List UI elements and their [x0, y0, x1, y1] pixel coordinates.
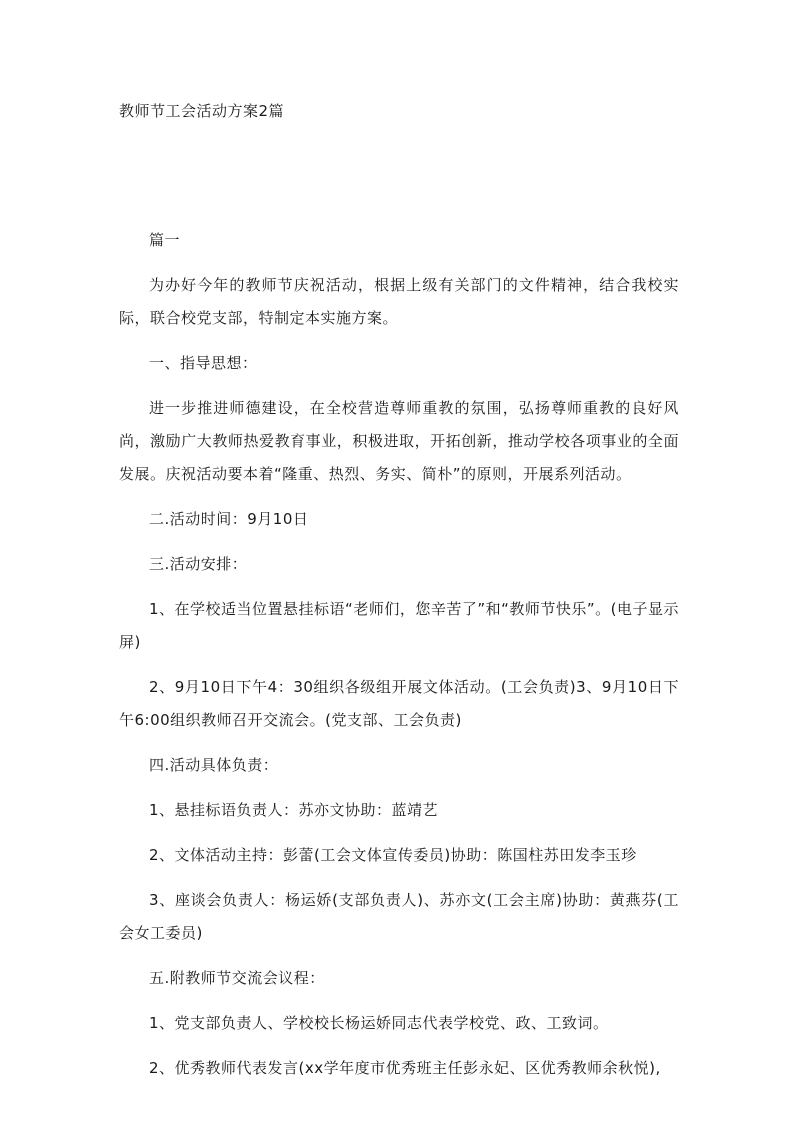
list-item: 3、座谈会负责人：杨运娇(支部负责人)、苏亦文(工会主席)协助：黄燕芬(工会女工委员): [119, 891, 679, 942]
list-item: 1、党支部负责人、学校校长杨运娇同志代表学校党、政、工致词。: [149, 1014, 609, 1032]
section-heading: 篇一: [149, 231, 181, 249]
section-heading: 二.活动时间：9月10日: [149, 510, 309, 528]
paragraph-intro: 为办好今年的教师节庆祝活动，根据上级有关部门的文件精神，结合我校实际，联合校党支部，特制定本实施方案。: [119, 276, 679, 327]
section-heading: 一、指导思想：: [149, 354, 258, 372]
list-item: 2、9月10日下午4：30组织各级组开展文体活动。(工会负责)3、9月10日下午6:00组织教师召开交流会。(党支部、工会负责): [119, 678, 679, 729]
section-heading: 五.附教师节交流会议程：: [149, 969, 325, 987]
paragraph-guiding-thought: 进一步推进师德建设，在全校营造尊师重教的氛围，弘扬尊师重教的良好风尚，激励广大教师热爱教育事业，积极进取，开拓创新，推动学校各项事业的全面发展。庆祝活动要本着“隆重、热烈、务实、简朴”的原则，开展系列活动。: [119, 399, 679, 483]
section-heading: 四.活动具体负责：: [149, 756, 279, 774]
list-item: 1、在学校适当位置悬挂标语“老师们，您辛苦了”和“教师节快乐”。(电子显示屏): [119, 600, 679, 651]
list-item: 2、优秀教师代表发言(xx学年度市优秀班主任彭永妃、区优秀教师余秋悦),: [149, 1059, 661, 1077]
document-body: [119, 224, 679, 1097]
section-heading: 三.活动安排：: [149, 555, 248, 573]
list-item: 1、悬挂标语负责人：苏亦文协助：蓝靖艺: [149, 801, 439, 819]
list-item: 2、文体活动主持：彭蕾(工会文体宣传委员)协助：陈国柱苏田发李玉珍: [149, 846, 637, 864]
document-title: 教师节工会活动方案2篇: [119, 102, 285, 120]
